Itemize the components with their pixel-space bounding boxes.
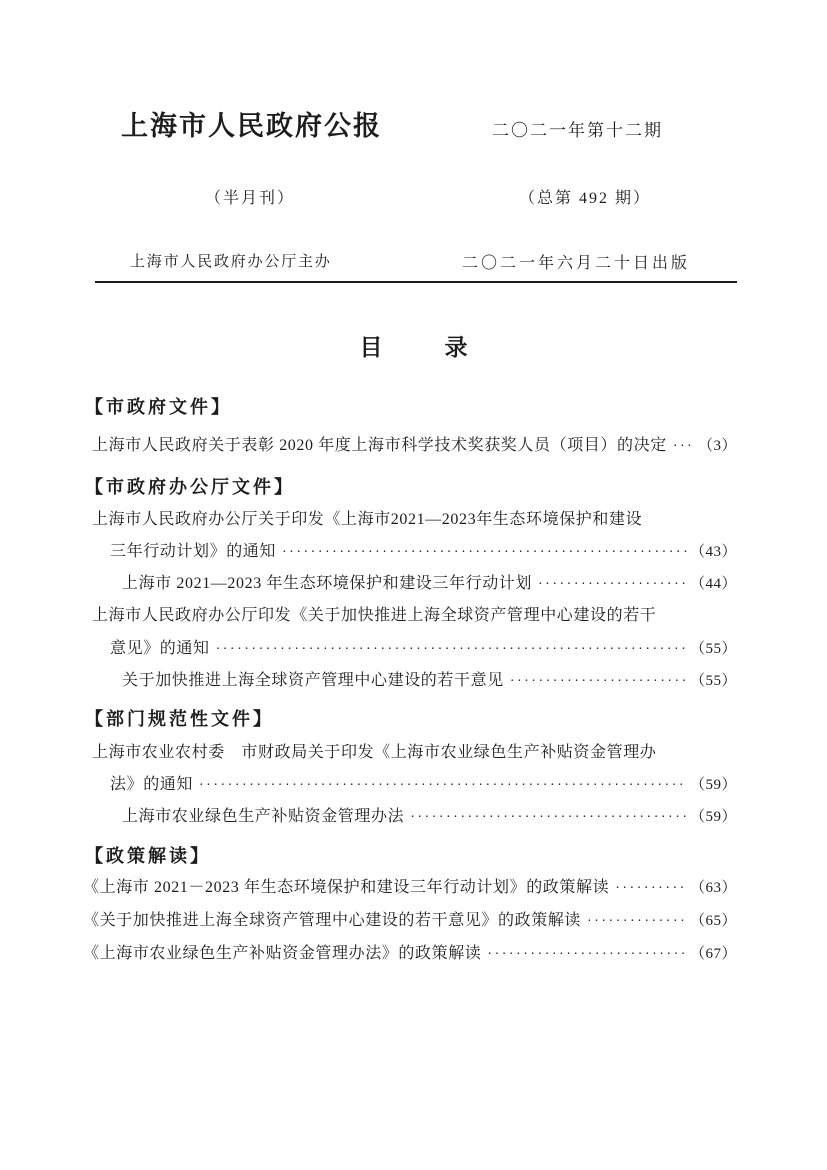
toc-entry [92, 633, 737, 666]
gazette-title: 上海市人民政府公报 [121, 111, 382, 141]
toc-entry-text: 上海市人民政府关于表彰 2020 年度上海市科学技术奖获奖人员（项目）的决定 [92, 437, 667, 454]
toc-entry [92, 504, 737, 536]
toc-entry [92, 568, 737, 601]
toc-entry-text: 《关于加快推进上海全球资产管理中心建设的若干意见》的政策解读 [83, 912, 582, 929]
toc-entry-text: 上海市人民政府办公厅印发《关于加快推进上海全球资产管理中心建设的若干 [92, 607, 657, 624]
dot-leader [538, 569, 687, 601]
page-number: （3） [697, 438, 737, 454]
dot-leader [282, 537, 687, 569]
dot-leader [410, 802, 687, 834]
toc-section-heading: 【部门规范性文件】 [85, 709, 274, 729]
toc-entry-text: 上海市 2021—2023 年生态环境保护和建设三年行动计划 [122, 575, 533, 592]
periodicity-label: （半月刊） [205, 190, 296, 207]
organizer-label: 上海市人民政府办公厅主办 [130, 254, 332, 270]
toc-entry-text: 三年行动计划》的通知 [110, 543, 277, 560]
dot-leader [587, 906, 687, 938]
toc-section-heading: 【市政府办公厅文件】 [85, 477, 295, 497]
toc-title-char: 目 [359, 335, 383, 360]
page-number: （55） [689, 673, 737, 689]
dot-leader [199, 770, 687, 802]
issue-number: 二〇二一年第十二期 [492, 121, 663, 140]
page-number: （43） [689, 544, 737, 560]
page-number: （67） [689, 946, 737, 962]
toc-section-heading: 【政策解读】 [85, 846, 211, 866]
toc-entry [92, 737, 737, 769]
page-number: （59） [689, 809, 737, 825]
toc-entry-text: 法》的通知 [110, 776, 194, 793]
toc-entry [92, 536, 737, 569]
toc-entry-text: 《上海市 2021－2023 年生态环境保护和建设三年行动计划》的政策解读 [83, 879, 610, 896]
page-number: （44） [689, 576, 737, 592]
publish-date-label: 二〇二一年六月二十日出版 [462, 255, 691, 272]
toc-entry-text: 上海市农业农村委 市财政局关于印发《上海市农业绿色生产补贴资金管理办 [92, 744, 657, 761]
toc-entry [83, 872, 737, 905]
cumulative-issue-label: （总第 492 期） [519, 190, 652, 207]
dot-leader [673, 431, 695, 463]
toc-entry-text: 《上海市农业绿色生产补贴资金管理办法》的政策解读 [83, 945, 482, 962]
toc-entry [92, 801, 737, 834]
toc-section-heading: 【市政府文件】 [85, 397, 232, 417]
toc-entry [92, 769, 737, 802]
toc-entry [92, 430, 737, 463]
dot-leader [487, 939, 687, 971]
dot-leader [510, 666, 687, 698]
toc-entry [83, 938, 737, 971]
dot-leader [615, 873, 687, 905]
toc-entry-text: 上海市人民政府办公厅关于印发《上海市2021—2023年生态环境保护和建设 [92, 511, 643, 528]
page-number: （55） [689, 641, 737, 657]
toc-entry [92, 600, 737, 632]
table-of-contents [83, 0, 737, 1170]
toc-entry-text: 关于加快推进上海全球资产管理中心建设的若干意见 [122, 672, 504, 689]
toc-title-char: 录 [444, 335, 468, 360]
toc-entry-text: 上海市农业绿色生产补贴资金管理办法 [122, 808, 405, 825]
dot-leader [216, 634, 687, 666]
page-number: （63） [689, 880, 737, 896]
toc-entry [92, 665, 737, 698]
page-number: （65） [689, 913, 737, 929]
toc-entry-text: 意见》的通知 [110, 640, 210, 657]
page-number: （59） [689, 777, 737, 793]
toc-entry [83, 905, 737, 938]
